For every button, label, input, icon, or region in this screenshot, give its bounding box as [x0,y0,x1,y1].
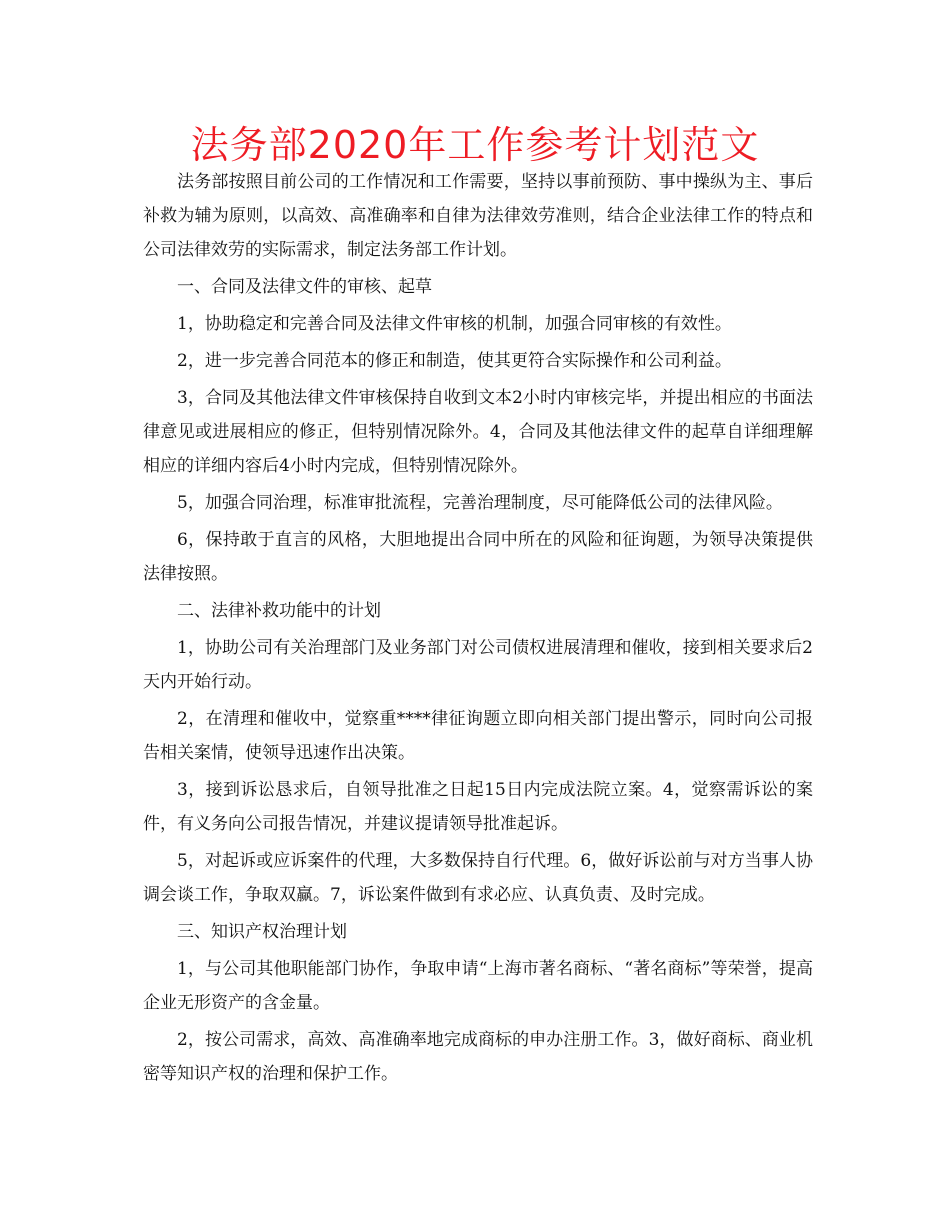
paragraph: 3，接到诉讼恳求后，自领导批准之日起15日内完成法院立案。4，觉察需诉讼的案件，有义务向公司报告情况，并建议提请领导批准起诉。 [143,780,813,834]
paragraph: 3，合同及其他法律文件审核保持自收到文本2小时内审核完毕，并提出相应的书面法律意见或进展相应的修正，但特别情况除外。4，合同及其他法律文件的起草自详细理解相应的详细内容后4小时内完成，但特别情况除外。 [143,388,813,476]
section-heading-1: 一、合同及法律文件的审核、起草 [177,277,432,297]
paragraph: 5，加强合同治理，标准审批流程，完善治理制度，尽可能降低公司的法律风险。 [177,493,783,513]
paragraph: 6，保持敢于直言的风格，大胆地提出合同中所在的风险和征询题，为领导决策提供法律按照。 [143,530,813,584]
paragraph: 1，协助公司有关治理部门及业务部门对公司债权进展清理和催收，接到相关要求后2天内开始行动。 [143,638,813,692]
paragraph: 2，进一步完善合同范本的修正和制造，使其更符合实际操作和公司利益。 [177,351,732,371]
paragraph: 1，与公司其他职能部门协作，争取申请“上海市著名商标、“著名商标”等荣誉，提高企业无形资产的含金量。 [143,959,813,1013]
paragraph: 2，按公司需求，高效、高准确率地完成商标的申办注册工作。3，做好商标、商业机密等知识产权的治理和保护工作。 [143,1030,813,1084]
paragraph: 2，在清理和催收中，觉察重****律征询题立即向相关部门提出警示，同时向公司报告相关案情，使领导迅速作出决策。 [143,709,813,763]
paragraph: 1，协助稳定和完善合同及法律文件审核的机制，加强合同审核的有效性。 [177,314,732,334]
document-body [143,165,813,1094]
section-heading-3: 三、知识产权治理计划 [177,922,347,942]
paragraph: 5，对起诉或应诉案件的代理，大多数保持自行代理。6，做好诉讼前与对方当事人协调会谈工作，争取双赢。7，诉讼案件做到有求必应、认真负责、及时完成。 [143,851,813,905]
document-title: 法务部2020年工作参考计划范文 [190,123,760,167]
section-heading-2: 二、法律补救功能中的计划 [177,601,381,621]
paragraph-intro: 法务部按照目前公司的工作情况和工作需要，坚持以事前预防、事中操纵为主、事后补救为辅为原则，以高效、高准确率和自律为法律效劳准则，结合企业法律工作的特点和公司法律效劳的实际需求，制定法务部工作计划。 [143,172,813,260]
